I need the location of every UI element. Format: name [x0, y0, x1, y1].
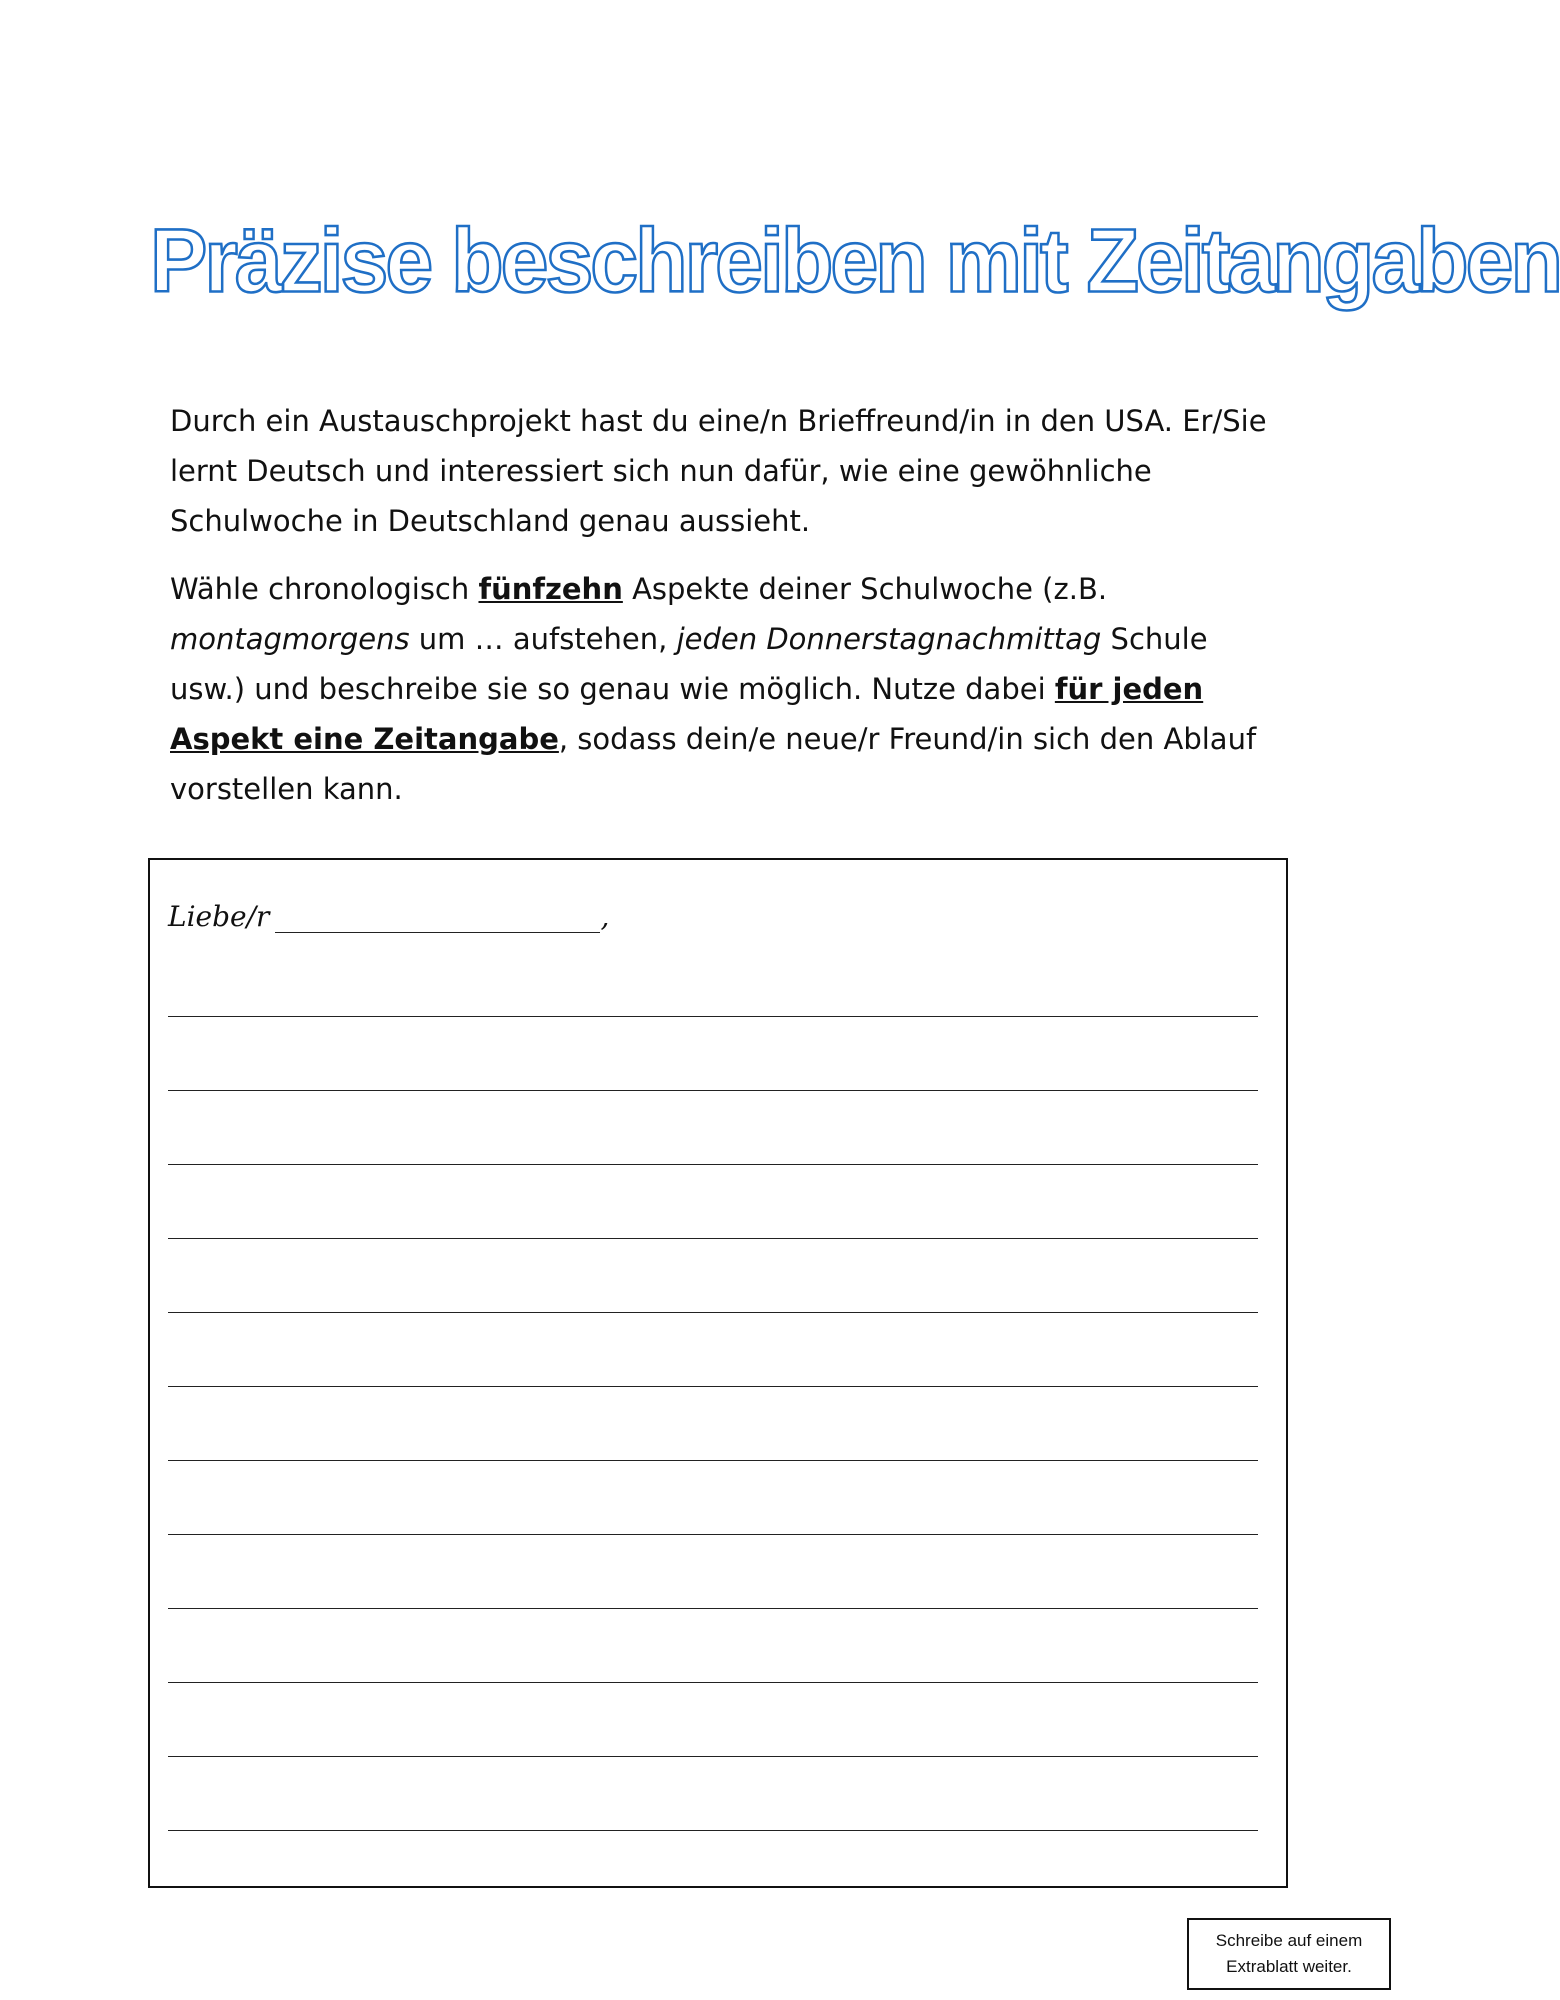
- task-text: , sodass dein/e neue/r Freund/in sich den Ablauf vorstellen kann.: [170, 722, 1257, 806]
- task-instructions: [170, 396, 1270, 832]
- task-text: Wähle chronologisch: [170, 572, 479, 606]
- note-line: Extrablatt weiter.: [1226, 1957, 1352, 1976]
- writing-line[interactable]: [168, 1090, 1258, 1091]
- task-paragraph: [170, 564, 1270, 814]
- continue-note: [1187, 1918, 1391, 1990]
- task-text: Schule usw.) und beschreibe sie so genau wie möglich. Nutze dabei: [170, 622, 1208, 706]
- letter-greeting: [168, 900, 609, 933]
- example-time-phrase: jeden Donnerstagnachmittag: [676, 622, 1102, 656]
- note-line: Schreibe auf einem: [1215, 1931, 1363, 1950]
- recipient-name-blank[interactable]: [275, 906, 600, 933]
- writing-line[interactable]: [168, 1238, 1258, 1239]
- writing-line[interactable]: [168, 1164, 1258, 1165]
- worksheet-title: Präzise beschreiben mit Zeitangaben: [150, 210, 1560, 312]
- writing-line[interactable]: [168, 1534, 1258, 1535]
- intro-paragraph: Durch ein Austauschprojekt hast du eine/n Brieffreund/in in den USA. Er/Sie lernt Deutsch und interessiert sich nun dafür, wie eine gewöhnliche Schulwoche in Deutschland genau aussieht.: [170, 404, 1267, 538]
- writing-line[interactable]: [168, 1016, 1258, 1017]
- writing-line[interactable]: [168, 1312, 1258, 1313]
- letter-writing-box[interactable]: [148, 858, 1288, 1888]
- emphasis-count: fünfzehn: [478, 572, 623, 606]
- greeting-comma: ,: [600, 900, 610, 933]
- task-text: Aspekte deiner Schulwoche (z.B.: [622, 572, 1108, 606]
- example-time-phrase: montagmorgens: [170, 622, 410, 656]
- writing-line[interactable]: [168, 1682, 1258, 1683]
- writing-line[interactable]: [168, 1756, 1258, 1757]
- writing-line[interactable]: [168, 1830, 1258, 1831]
- writing-line[interactable]: [168, 1460, 1258, 1461]
- writing-line[interactable]: [168, 1386, 1258, 1387]
- task-text: um … aufstehen,: [409, 622, 677, 656]
- writing-line[interactable]: [168, 1608, 1258, 1609]
- greeting-label: Liebe/r: [168, 900, 270, 933]
- emphasis-requirement: für jeden Aspekt eine Zeitangabe: [170, 672, 1204, 756]
